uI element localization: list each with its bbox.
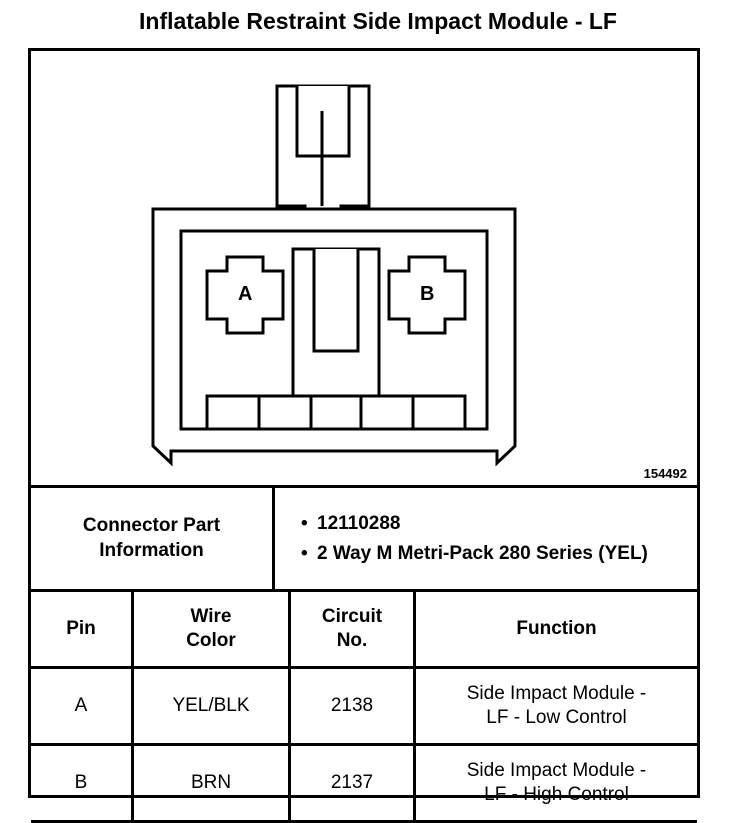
table-row xyxy=(31,668,697,745)
cavity-label-a: A xyxy=(238,283,253,305)
header-function: Function xyxy=(415,591,698,668)
pin-table-header-row xyxy=(31,591,697,668)
cell-pin: B xyxy=(31,745,133,822)
header-wire-color-line1: Wire xyxy=(190,606,232,628)
table-row xyxy=(31,745,697,822)
connector-part-information-values xyxy=(275,488,697,589)
cell-circuit-no: 2138 xyxy=(290,668,415,745)
part-info-label-line2: Information xyxy=(99,539,204,561)
diagram-frame xyxy=(28,48,700,805)
cell-function-line1: Side Impact Module - xyxy=(466,683,647,705)
cell-function xyxy=(415,745,698,822)
header-wire-color xyxy=(133,591,290,668)
page-title: Inflatable Restraint Side Impact Module - LF xyxy=(139,8,617,34)
header-circuit-line2: No. xyxy=(336,630,368,651)
part-number-text: 12110288 xyxy=(317,512,401,534)
part-number-bullet xyxy=(301,511,697,537)
connector-type-text: 2 Way M Metri-Pack 280 Series (YEL) xyxy=(317,542,648,564)
connector-illustration-svg xyxy=(31,51,697,485)
header-wire-color-line2: Color xyxy=(186,630,236,651)
header-circuit-no xyxy=(290,591,415,668)
part-info-label-line1: Connector Part xyxy=(82,514,221,536)
bullet-glyph: • xyxy=(301,512,308,534)
cell-function-line2: LF - High Control xyxy=(484,784,629,805)
pin-table xyxy=(31,589,697,823)
cell-wire-color: BRN xyxy=(133,745,290,822)
connector-drawing xyxy=(31,51,697,485)
cell-circuit-no: 2137 xyxy=(290,745,415,822)
cell-pin: A xyxy=(31,668,133,745)
connector-type-bullet xyxy=(301,541,697,567)
cell-function-line2: LF - Low Control xyxy=(486,707,627,728)
header-circuit-line1: Circuit xyxy=(321,606,383,628)
cavity-label-b: B xyxy=(420,283,435,305)
connector-part-information-row xyxy=(31,485,697,589)
cell-function xyxy=(415,668,698,745)
bullet-glyph: • xyxy=(301,542,308,564)
header-pin: Pin xyxy=(31,591,133,668)
connector-part-information-label xyxy=(31,488,275,589)
cell-wire-color: YEL/BLK xyxy=(133,668,290,745)
drawing-id: 154492 xyxy=(643,466,687,481)
cell-function-line1: Side Impact Module - xyxy=(466,760,647,782)
